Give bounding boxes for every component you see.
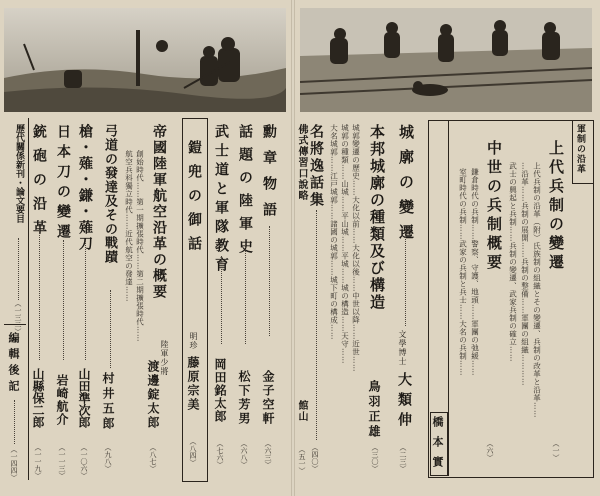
article12-page: （一一三） xyxy=(58,444,66,479)
leader-dots xyxy=(405,226,406,326)
afterword-page: （一四四） xyxy=(10,446,18,481)
article7-author[interactable]: 岡田銘太郎 xyxy=(213,358,227,423)
article14-title[interactable]: 歷代關係新刊・論文要目 xyxy=(14,124,24,223)
leader-dots xyxy=(39,230,40,360)
article7-page: （七六） xyxy=(216,440,224,468)
article1-page: （二三） xyxy=(399,444,407,472)
article2-line: 城郭變遷の歷史……大化以前……大化以後……中世以降……近世…… xyxy=(351,124,361,372)
article6-page: （六八） xyxy=(240,440,248,468)
article8-page: （八四） xyxy=(189,438,197,466)
afterword-rule xyxy=(4,324,26,325)
section2-line: 鎌倉時代の兵制……警察、守護、地頭……軍團の弛緩…… xyxy=(470,168,480,376)
article13-title[interactable]: 銃砲の沿革 xyxy=(31,124,47,244)
leader-dots xyxy=(221,256,222,344)
series-author-2: 本 xyxy=(431,436,444,447)
article1-author[interactable]: 大類伸 xyxy=(396,372,412,432)
section2-line: 室町時代の兵制……武家の兵制と兵士……大名の兵制…… xyxy=(458,168,468,376)
leader-dots xyxy=(63,240,64,360)
section1-page: （一） xyxy=(552,440,560,461)
soldiers-advancing-photo xyxy=(300,8,592,112)
section1-line: …沿革……兵制の展開……兵制の整備……軍團の組織………… xyxy=(520,162,530,386)
afterword-title[interactable]: 編輯後記 xyxy=(7,332,20,396)
article1-title[interactable]: 城廓の變遷 xyxy=(397,124,415,249)
article10-page: （九八） xyxy=(104,444,112,472)
article9-title[interactable]: 帝國陸軍航空沿革の概要 xyxy=(151,124,167,300)
column-label[interactable]: 軍制の沿革 xyxy=(575,124,585,174)
article8-author-prefix: 明珍 xyxy=(189,332,198,350)
article12-title[interactable]: 日本刀の變遷 xyxy=(55,124,71,244)
article2-author[interactable]: 鳥羽正雄 xyxy=(367,380,381,440)
article2-page: （三〇） xyxy=(371,444,379,472)
series-author-1: 橋 xyxy=(431,416,444,427)
article9-page: （八七） xyxy=(149,444,157,472)
article5-page: （六三） xyxy=(264,440,272,468)
leader-dots xyxy=(245,244,246,344)
leader-dots xyxy=(18,238,19,300)
section2-title[interactable]: 中世の兵制概要 xyxy=(485,140,503,273)
section2-page: （六） xyxy=(486,440,494,461)
section1-line: 武士の興起と兵制……兵制の變遷、武家兵制の確立…… xyxy=(508,162,518,362)
article11-title[interactable]: 槍・薙・鎌・薙刀 xyxy=(77,124,93,252)
article9-line: 創始時代……第一期擴張時代……第二期擴張時代…… xyxy=(135,150,145,342)
series-author-3: 實 xyxy=(431,456,444,467)
article2-title[interactable]: 本邦城廓の種類及び構造 xyxy=(368,124,386,311)
page-fold xyxy=(291,0,295,496)
soldiers-field-photo xyxy=(4,8,286,112)
article1-author-prefix: 文學博士 xyxy=(398,330,407,366)
leader-dots xyxy=(110,290,111,368)
article4-page: （五一） xyxy=(298,446,306,474)
article5-title[interactable]: 勳章物語 xyxy=(261,124,277,228)
article11-page: （一〇六） xyxy=(80,444,88,479)
article10-title[interactable]: 弓道の發達及その戰蹟 xyxy=(102,124,117,264)
article13-page: （一一九） xyxy=(34,444,42,479)
section1-line: 上代兵制の沿革（附）氏族制の組織とその變遷、兵制の改革と沿革…… xyxy=(532,162,542,418)
section1-title[interactable]: 上代兵制の變遷 xyxy=(547,140,565,273)
article8-author[interactable]: 藤原宗美 xyxy=(186,356,200,412)
article14-page: （一三二） xyxy=(14,300,22,335)
left-divider xyxy=(28,118,29,480)
article12-author[interactable]: 岩崎航介 xyxy=(55,374,69,426)
article13-author[interactable]: 山縣保二郎 xyxy=(31,368,45,428)
article9-author-prefix: 陸軍少將 xyxy=(160,340,169,376)
article6-title[interactable]: 話題の陸軍史 xyxy=(237,124,253,262)
series-divider xyxy=(448,120,449,476)
leader-dots xyxy=(14,400,15,444)
article2-line: 大名城郭……江戸城郭……諸國の城郭……城下町の構成…… xyxy=(329,124,339,340)
article2-line: 城郭の種類……山城……平山城……平城……城の構造……天守…… xyxy=(340,124,350,364)
article3-title[interactable]: 名將逸話集 xyxy=(308,124,324,209)
article4-title[interactable]: 佛式傳習口說略 xyxy=(296,124,307,201)
leader-dots xyxy=(85,240,86,360)
article4-author: 館山 xyxy=(296,400,307,422)
article11-author[interactable]: 山田準次郎 xyxy=(77,368,91,428)
article5-author[interactable]: 金子空軒 xyxy=(261,370,275,426)
leader-dots xyxy=(316,210,317,440)
article10-author[interactable]: 村井五郎 xyxy=(101,372,115,432)
article7-title[interactable]: 武士道と軍隊教育 xyxy=(213,124,229,276)
leader-dots xyxy=(269,226,270,336)
article3-page: （四〇） xyxy=(311,444,319,472)
article6-author[interactable]: 松下芳男 xyxy=(237,370,251,426)
article9-author[interactable]: 渡邊錠太郎 xyxy=(146,360,160,430)
article8-title[interactable]: 鎧兜の御話 xyxy=(186,140,202,260)
article9-line: 航空兵科獨立時代……近代航空の發達…… xyxy=(124,150,134,302)
